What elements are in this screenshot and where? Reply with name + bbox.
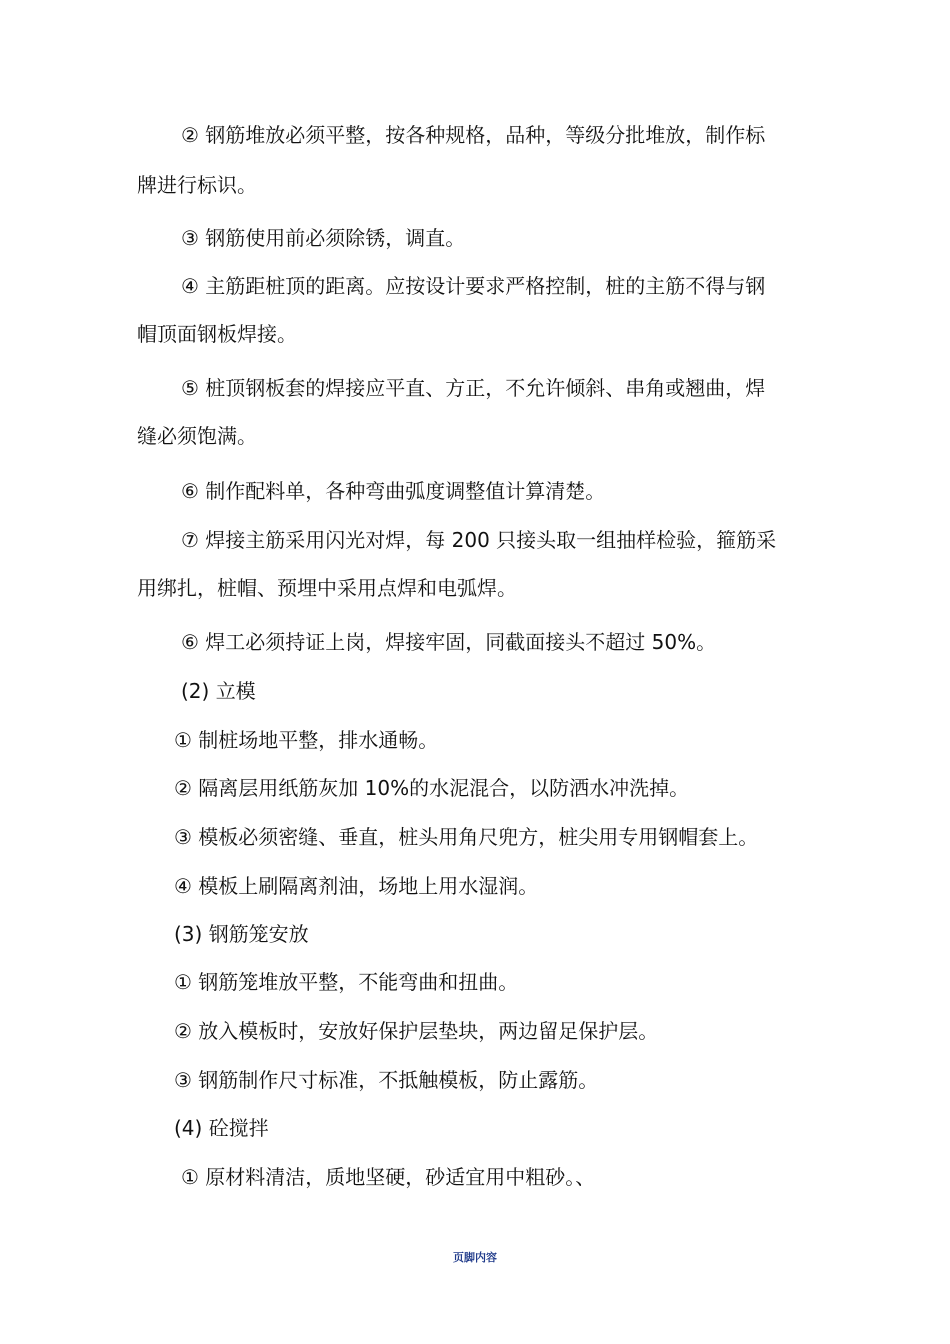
list-item-protective-layer: ② 放入模板时，安放好保护层垫块，两边留足保护层。 [174, 1019, 659, 1043]
section-heading-concrete-mixing: (4) 砼搅拌 [174, 1116, 269, 1140]
list-item-isolation-layer: ② 隔离层用纸筋灰加 10%的水泥混合，以防洒水冲洗掉。 [174, 776, 690, 800]
paragraph-welding-line1: ⑦ 焊接主筋采用闪光对焊，每 200 只接头取一组抽样检验，箍筋采 [181, 528, 777, 552]
list-item-raw-materials: ① 原材料清洁，质地坚硬，砂适宜用中粗砂。、 [181, 1165, 596, 1189]
paragraph-rebar-stacking-line1: ② 钢筋堆放必须平整，按各种规格，品种，等级分批堆放，制作标 [181, 123, 766, 147]
paragraph-batching-sheet: ⑥ 制作配料单，各种弯曲弧度调整值计算清楚。 [181, 479, 606, 503]
section-heading-rebar-cage: (3) 钢筋笼安放 [174, 922, 309, 946]
list-item-formwork-seal: ③ 模板必须密缝、垂直，桩头用角尺兜方，桩尖用专用钢帽套上。 [174, 825, 759, 849]
list-item-site-level: ① 制桩场地平整，排水通畅。 [174, 728, 439, 752]
list-item-release-agent: ④ 模板上刷隔离剂油，场地上用水湿润。 [174, 874, 539, 898]
paragraph-welder-certification: ⑥ 焊工必须持证上岗，焊接牢固，同截面接头不超过 50%。 [181, 630, 717, 654]
list-item-rebar-dimensions: ③ 钢筋制作尺寸标准，不抵触模板，防止露筋。 [174, 1068, 599, 1092]
page-footer: 页脚内容 [453, 1251, 497, 1264]
paragraph-steel-plate-line1: ⑤ 桩顶钢板套的焊接应平直、方正，不允许倾斜、串角或翘曲，焊 [181, 376, 766, 400]
paragraph-main-rebar-line2: 帽顶面钢板焊接。 [137, 322, 297, 346]
paragraph-rebar-stacking-line2: 牌进行标识。 [137, 173, 257, 197]
paragraph-main-rebar-line1: ④ 主筋距桩顶的距离。应按设计要求严格控制，桩的主筋不得与钢 [181, 274, 766, 298]
section-heading-formwork: (2) 立模 [181, 679, 256, 703]
list-item-cage-stacking: ① 钢筋笼堆放平整，不能弯曲和扭曲。 [174, 970, 519, 994]
paragraph-rust-removal: ③ 钢筋使用前必须除锈，调直。 [181, 226, 466, 250]
paragraph-steel-plate-line2: 缝必须饱满。 [137, 424, 257, 448]
paragraph-welding-line2: 用绑扎，桩帽、预埋中采用点焊和电弧焊。 [137, 576, 517, 600]
